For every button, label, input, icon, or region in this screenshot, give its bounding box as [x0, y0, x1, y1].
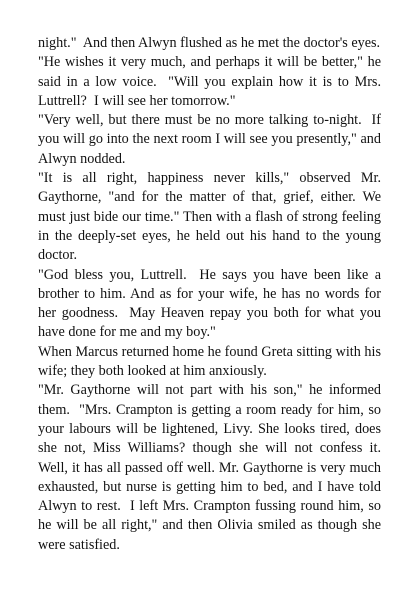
paragraph-4: "It is all right, happiness never kills," observed Mr. Gaythorne, "and for the matter of that, grief, either. We must just bide our time." Then with a flash of strong feeling in the deeply-set eyes, he held out his hand to the young doctor. [38, 170, 385, 264]
paragraph-1: night." And then Alwyn flushed as he met the doctor's eyes. [38, 35, 381, 51]
book-page [38, 34, 389, 555]
paragraph-5: "God bless you, Luttrell. He says you have been like a brother to him. And as for your wife, he has no words for her goodness. May Heaven repay you both for what you have done for me and my boy." [38, 266, 385, 341]
paragraph-2: "He wishes it very much, and perhaps it will be better," he said in a low voice. "Will you explain how it is to Mrs. Luttrell? I will see her tomorrow." [38, 54, 385, 109]
paragraph-7: "Mr. Gaythorne will not part with his son," he informed them. "Mrs. Crampton is getting a room ready for him, so your labours will be lightened, Livy. She looks tired, does she not, Miss Williams? though she will not confess it. Well, it has all passed off well. Mr. Gaythorne is very much exhausted, but nurse is getting him to bed, and I have told Alwyn to rest. I left Mrs. Crampton fussing round him, so he will be all right," and then Olivia smiled as though she were satisfied. [38, 382, 389, 553]
paragraph-6: When Marcus returned home he found Greta sitting with his wife; they both looked at him anxiously. [38, 343, 385, 380]
paragraph-3: "Very well, but there must be no more talking to-night. If you will go into the next room I will see you presently," and Alwyn nodded. [38, 112, 385, 167]
